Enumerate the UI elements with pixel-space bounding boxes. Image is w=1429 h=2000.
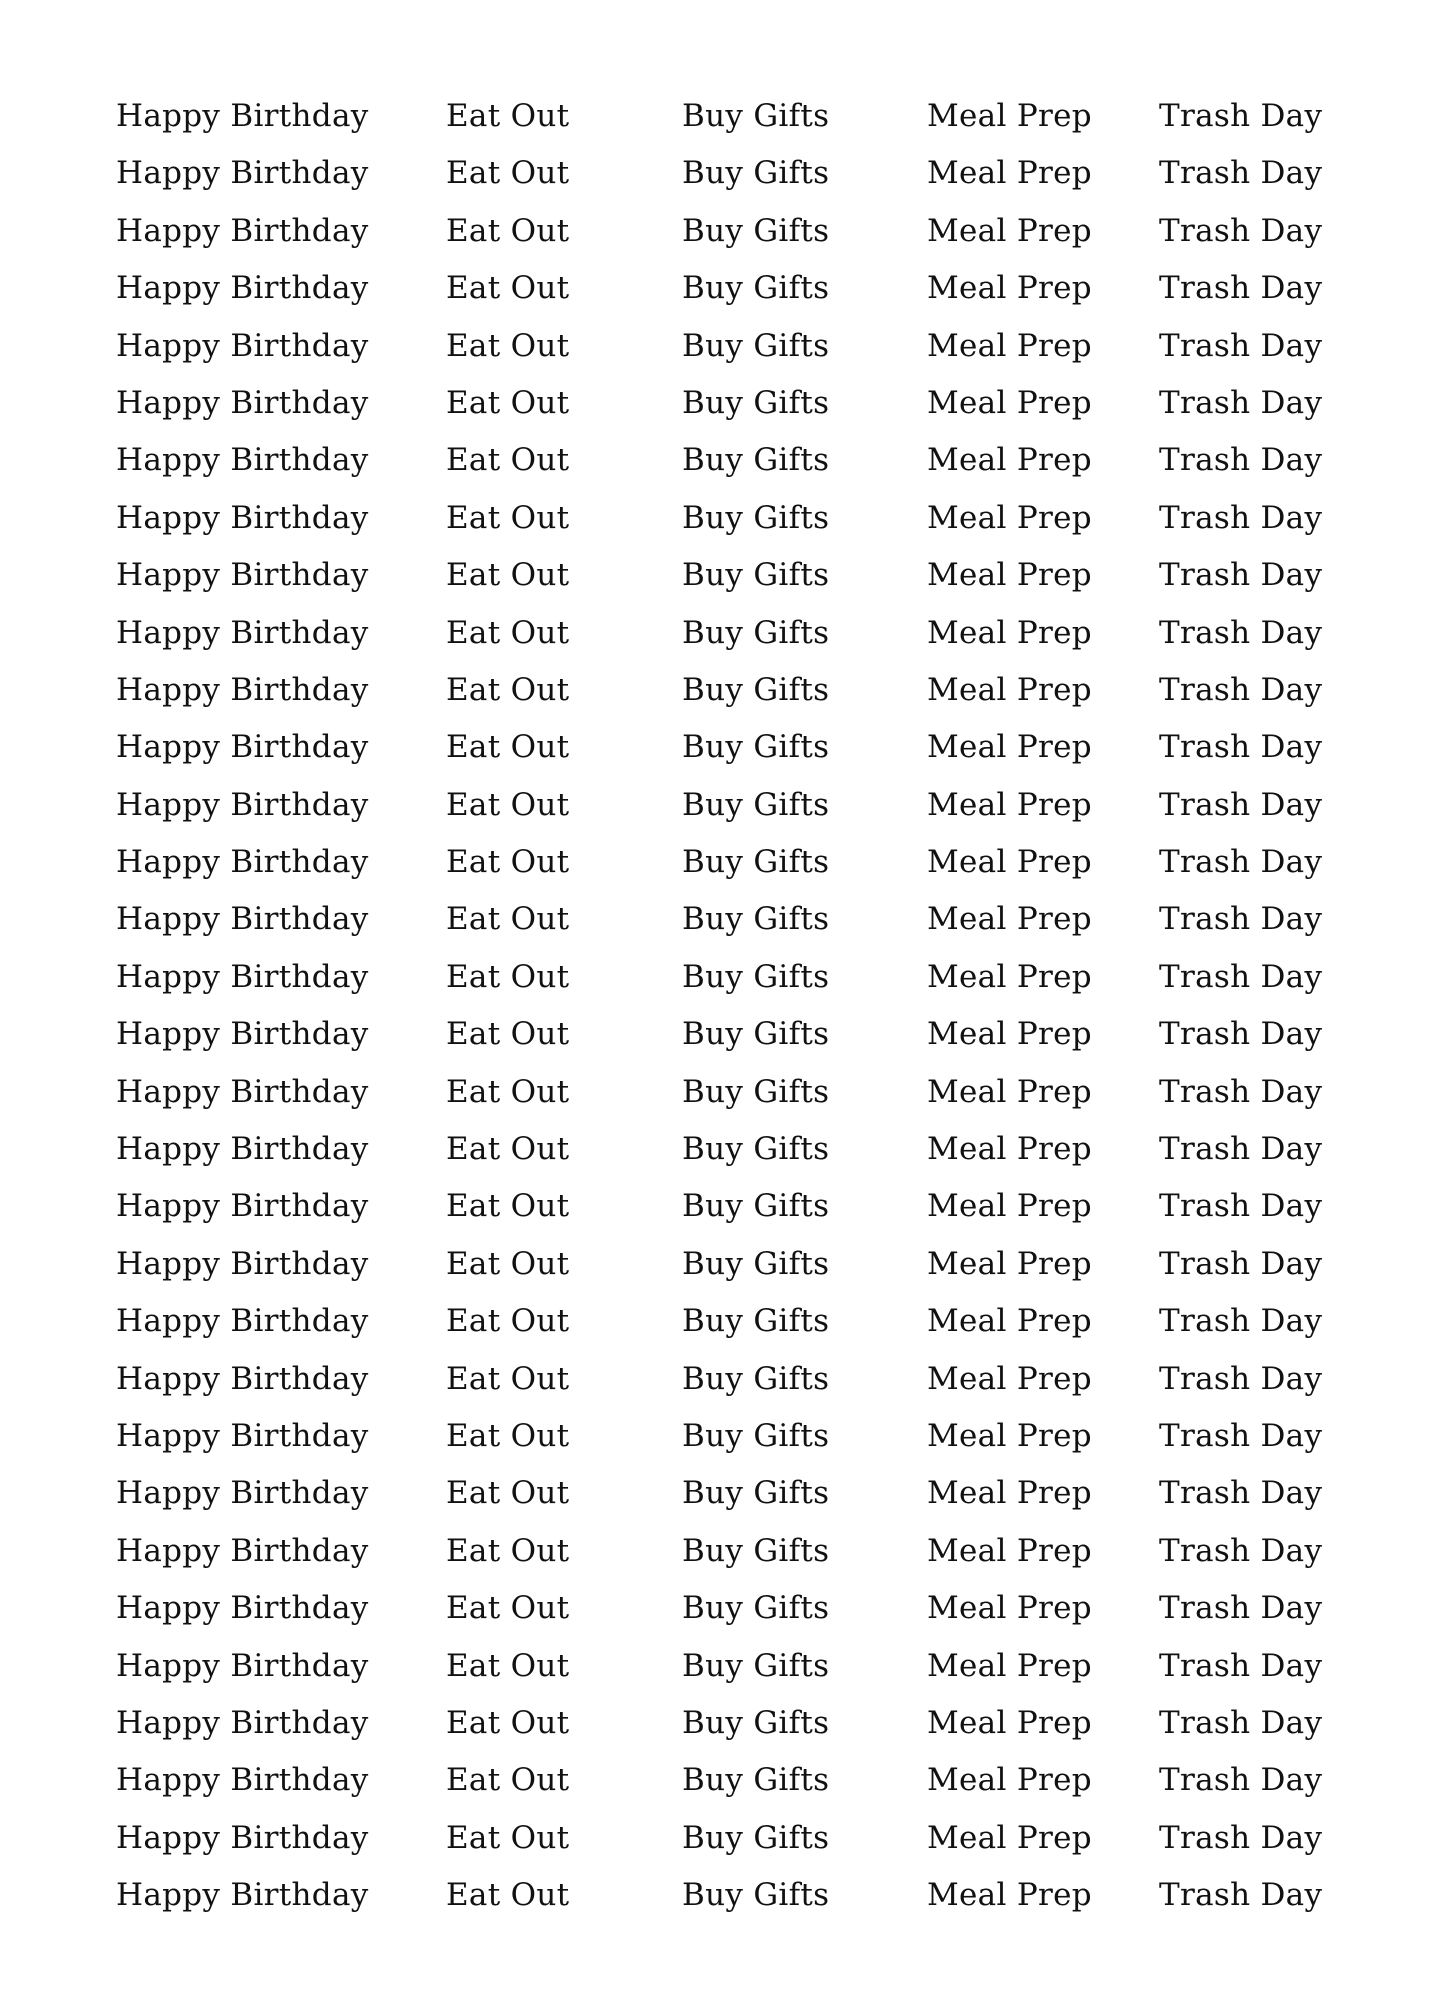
label-meal-prep: Meal Prep — [927, 1360, 1092, 1397]
label-row — [0, 1702, 1429, 1759]
label-eat-out: Eat Out — [446, 1532, 570, 1569]
label-trash-day: Trash Day — [1159, 671, 1323, 708]
label-row — [0, 726, 1429, 783]
label-row — [0, 1128, 1429, 1185]
label-trash-day: Trash Day — [1159, 1188, 1323, 1225]
label-meal-prep: Meal Prep — [927, 1073, 1092, 1110]
label-buy-gifts: Buy Gifts — [682, 671, 830, 708]
label-eat-out: Eat Out — [446, 1819, 570, 1856]
label-eat-out: Eat Out — [446, 557, 570, 594]
label-grid — [0, 95, 1429, 1932]
label-trash-day: Trash Day — [1159, 1360, 1323, 1397]
label-trash-day: Trash Day — [1159, 1590, 1323, 1627]
label-row — [0, 1874, 1429, 1931]
label-eat-out: Eat Out — [446, 958, 570, 995]
label-eat-out: Eat Out — [446, 270, 570, 307]
label-row — [0, 267, 1429, 324]
label-eat-out: Eat Out — [446, 98, 570, 134]
label-row — [0, 439, 1429, 496]
label-meal-prep: Meal Prep — [927, 1188, 1092, 1225]
label-happy-birthday: Happy Birthday — [116, 442, 369, 479]
label-trash-day: Trash Day — [1159, 958, 1323, 995]
label-trash-day: Trash Day — [1159, 1303, 1323, 1340]
label-meal-prep: Meal Prep — [927, 1877, 1092, 1914]
label-trash-day: Trash Day — [1159, 1016, 1323, 1053]
label-trash-day: Trash Day — [1159, 1417, 1323, 1454]
label-row — [0, 95, 1429, 152]
label-row — [0, 554, 1429, 611]
label-eat-out: Eat Out — [446, 212, 570, 249]
label-row — [0, 1300, 1429, 1357]
label-eat-out: Eat Out — [446, 1590, 570, 1627]
label-row — [0, 1013, 1429, 1070]
label-happy-birthday: Happy Birthday — [116, 1647, 369, 1684]
label-happy-birthday: Happy Birthday — [116, 1532, 369, 1569]
label-buy-gifts: Buy Gifts — [682, 212, 830, 249]
label-buy-gifts: Buy Gifts — [682, 1704, 830, 1741]
label-trash-day: Trash Day — [1159, 614, 1323, 651]
label-happy-birthday: Happy Birthday — [116, 155, 369, 192]
label-meal-prep: Meal Prep — [927, 499, 1092, 536]
label-row — [0, 1185, 1429, 1242]
label-meal-prep: Meal Prep — [927, 1704, 1092, 1741]
label-happy-birthday: Happy Birthday — [116, 671, 369, 708]
label-buy-gifts: Buy Gifts — [682, 98, 830, 134]
label-row — [0, 1759, 1429, 1816]
label-eat-out: Eat Out — [446, 901, 570, 938]
label-buy-gifts: Buy Gifts — [682, 729, 830, 766]
label-buy-gifts: Buy Gifts — [682, 1475, 830, 1512]
label-trash-day: Trash Day — [1159, 1647, 1323, 1684]
label-trash-day: Trash Day — [1159, 1131, 1323, 1168]
label-eat-out: Eat Out — [446, 1131, 570, 1168]
label-trash-day: Trash Day — [1159, 270, 1323, 307]
label-trash-day: Trash Day — [1159, 212, 1323, 249]
label-eat-out: Eat Out — [446, 442, 570, 479]
label-trash-day: Trash Day — [1159, 384, 1323, 421]
label-row — [0, 1530, 1429, 1587]
label-eat-out: Eat Out — [446, 786, 570, 823]
label-eat-out: Eat Out — [446, 729, 570, 766]
label-row — [0, 382, 1429, 439]
label-row — [0, 1243, 1429, 1300]
label-buy-gifts: Buy Gifts — [682, 786, 830, 823]
label-eat-out: Eat Out — [446, 1360, 570, 1397]
label-happy-birthday: Happy Birthday — [116, 327, 369, 364]
label-happy-birthday: Happy Birthday — [116, 270, 369, 307]
label-trash-day: Trash Day — [1159, 1877, 1323, 1914]
label-buy-gifts: Buy Gifts — [682, 1877, 830, 1914]
label-happy-birthday: Happy Birthday — [116, 958, 369, 995]
label-trash-day: Trash Day — [1159, 786, 1323, 823]
label-happy-birthday: Happy Birthday — [116, 1590, 369, 1627]
label-row — [0, 1645, 1429, 1702]
label-happy-birthday: Happy Birthday — [116, 1877, 369, 1914]
label-happy-birthday: Happy Birthday — [116, 1360, 369, 1397]
label-buy-gifts: Buy Gifts — [682, 1590, 830, 1627]
label-eat-out: Eat Out — [446, 499, 570, 536]
label-eat-out: Eat Out — [446, 1245, 570, 1282]
label-happy-birthday: Happy Birthday — [116, 1016, 369, 1053]
label-happy-birthday: Happy Birthday — [116, 1762, 369, 1799]
label-eat-out: Eat Out — [446, 844, 570, 881]
label-row — [0, 210, 1429, 267]
label-buy-gifts: Buy Gifts — [682, 1303, 830, 1340]
label-happy-birthday: Happy Birthday — [116, 786, 369, 823]
label-meal-prep: Meal Prep — [927, 557, 1092, 594]
label-buy-gifts: Buy Gifts — [682, 958, 830, 995]
label-buy-gifts: Buy Gifts — [682, 499, 830, 536]
label-happy-birthday: Happy Birthday — [116, 901, 369, 938]
label-trash-day: Trash Day — [1159, 1819, 1323, 1856]
label-happy-birthday: Happy Birthday — [116, 1475, 369, 1512]
label-buy-gifts: Buy Gifts — [682, 1131, 830, 1168]
label-eat-out: Eat Out — [446, 614, 570, 651]
label-trash-day: Trash Day — [1159, 1475, 1323, 1512]
label-happy-birthday: Happy Birthday — [116, 1417, 369, 1454]
label-trash-day: Trash Day — [1159, 901, 1323, 938]
label-meal-prep: Meal Prep — [927, 1532, 1092, 1569]
label-row — [0, 1358, 1429, 1415]
label-eat-out: Eat Out — [446, 384, 570, 421]
label-row — [0, 956, 1429, 1013]
label-buy-gifts: Buy Gifts — [682, 1188, 830, 1225]
label-trash-day: Trash Day — [1159, 499, 1323, 536]
label-meal-prep: Meal Prep — [927, 1819, 1092, 1856]
label-meal-prep: Meal Prep — [927, 1647, 1092, 1684]
label-happy-birthday: Happy Birthday — [116, 844, 369, 881]
label-eat-out: Eat Out — [446, 1303, 570, 1340]
label-trash-day: Trash Day — [1159, 98, 1323, 134]
label-buy-gifts: Buy Gifts — [682, 557, 830, 594]
label-meal-prep: Meal Prep — [927, 729, 1092, 766]
label-meal-prep: Meal Prep — [927, 1245, 1092, 1282]
label-happy-birthday: Happy Birthday — [116, 1188, 369, 1225]
label-meal-prep: Meal Prep — [927, 844, 1092, 881]
label-meal-prep: Meal Prep — [927, 442, 1092, 479]
label-meal-prep: Meal Prep — [927, 1762, 1092, 1799]
label-happy-birthday: Happy Birthday — [116, 384, 369, 421]
label-row — [0, 1587, 1429, 1644]
label-happy-birthday: Happy Birthday — [116, 729, 369, 766]
label-eat-out: Eat Out — [446, 327, 570, 364]
label-eat-out: Eat Out — [446, 1704, 570, 1741]
label-buy-gifts: Buy Gifts — [682, 1647, 830, 1684]
label-eat-out: Eat Out — [446, 671, 570, 708]
label-happy-birthday: Happy Birthday — [116, 1303, 369, 1340]
label-eat-out: Eat Out — [446, 1877, 570, 1914]
label-eat-out: Eat Out — [446, 1188, 570, 1225]
label-eat-out: Eat Out — [446, 1073, 570, 1110]
label-buy-gifts: Buy Gifts — [682, 1532, 830, 1569]
label-meal-prep: Meal Prep — [927, 1303, 1092, 1340]
label-trash-day: Trash Day — [1159, 1245, 1323, 1282]
label-row — [0, 1472, 1429, 1529]
label-eat-out: Eat Out — [446, 1417, 570, 1454]
label-meal-prep: Meal Prep — [927, 1590, 1092, 1627]
label-meal-prep: Meal Prep — [927, 786, 1092, 823]
label-meal-prep: Meal Prep — [927, 327, 1092, 364]
label-meal-prep: Meal Prep — [927, 671, 1092, 708]
label-row — [0, 841, 1429, 898]
label-buy-gifts: Buy Gifts — [682, 1762, 830, 1799]
label-trash-day: Trash Day — [1159, 155, 1323, 192]
label-buy-gifts: Buy Gifts — [682, 327, 830, 364]
label-meal-prep: Meal Prep — [927, 1016, 1092, 1053]
label-row — [0, 1071, 1429, 1128]
label-happy-birthday: Happy Birthday — [116, 98, 369, 134]
label-meal-prep: Meal Prep — [927, 1475, 1092, 1512]
label-buy-gifts: Buy Gifts — [682, 1016, 830, 1053]
label-happy-birthday: Happy Birthday — [116, 1073, 369, 1110]
label-row — [0, 612, 1429, 669]
label-row — [0, 898, 1429, 955]
label-eat-out: Eat Out — [446, 1475, 570, 1512]
label-meal-prep: Meal Prep — [927, 901, 1092, 938]
label-row — [0, 1415, 1429, 1472]
label-row — [0, 784, 1429, 841]
label-eat-out: Eat Out — [446, 155, 570, 192]
label-trash-day: Trash Day — [1159, 557, 1323, 594]
label-trash-day: Trash Day — [1159, 729, 1323, 766]
label-buy-gifts: Buy Gifts — [682, 1360, 830, 1397]
label-meal-prep: Meal Prep — [927, 384, 1092, 421]
label-buy-gifts: Buy Gifts — [682, 270, 830, 307]
label-meal-prep: Meal Prep — [927, 614, 1092, 651]
label-buy-gifts: Buy Gifts — [682, 155, 830, 192]
label-trash-day: Trash Day — [1159, 327, 1323, 364]
label-buy-gifts: Buy Gifts — [682, 1417, 830, 1454]
label-happy-birthday: Happy Birthday — [116, 499, 369, 536]
label-happy-birthday: Happy Birthday — [116, 1131, 369, 1168]
label-meal-prep: Meal Prep — [927, 1131, 1092, 1168]
label-buy-gifts: Buy Gifts — [682, 384, 830, 421]
label-row — [0, 1817, 1429, 1874]
label-happy-birthday: Happy Birthday — [116, 1819, 369, 1856]
label-buy-gifts: Buy Gifts — [682, 614, 830, 651]
label-happy-birthday: Happy Birthday — [116, 614, 369, 651]
label-eat-out: Eat Out — [446, 1016, 570, 1053]
label-meal-prep: Meal Prep — [927, 270, 1092, 307]
label-row — [0, 669, 1429, 726]
label-buy-gifts: Buy Gifts — [682, 1245, 830, 1282]
label-trash-day: Trash Day — [1159, 1704, 1323, 1741]
label-row — [0, 325, 1429, 382]
label-trash-day: Trash Day — [1159, 442, 1323, 479]
label-happy-birthday: Happy Birthday — [116, 212, 369, 249]
label-eat-out: Eat Out — [446, 1762, 570, 1799]
label-buy-gifts: Buy Gifts — [682, 844, 830, 881]
label-happy-birthday: Happy Birthday — [116, 1704, 369, 1741]
label-meal-prep: Meal Prep — [927, 155, 1092, 192]
label-meal-prep: Meal Prep — [927, 1417, 1092, 1454]
label-row — [0, 497, 1429, 554]
label-meal-prep: Meal Prep — [927, 212, 1092, 249]
label-row — [0, 152, 1429, 209]
label-trash-day: Trash Day — [1159, 1532, 1323, 1569]
label-eat-out: Eat Out — [446, 1647, 570, 1684]
label-happy-birthday: Happy Birthday — [116, 557, 369, 594]
label-happy-birthday: Happy Birthday — [116, 1245, 369, 1282]
label-meal-prep: Meal Prep — [927, 98, 1092, 134]
label-buy-gifts: Buy Gifts — [682, 1073, 830, 1110]
label-trash-day: Trash Day — [1159, 1073, 1323, 1110]
label-buy-gifts: Buy Gifts — [682, 1819, 830, 1856]
label-trash-day: Trash Day — [1159, 844, 1323, 881]
label-trash-day: Trash Day — [1159, 1762, 1323, 1799]
label-buy-gifts: Buy Gifts — [682, 442, 830, 479]
label-meal-prep: Meal Prep — [927, 958, 1092, 995]
label-buy-gifts: Buy Gifts — [682, 901, 830, 938]
